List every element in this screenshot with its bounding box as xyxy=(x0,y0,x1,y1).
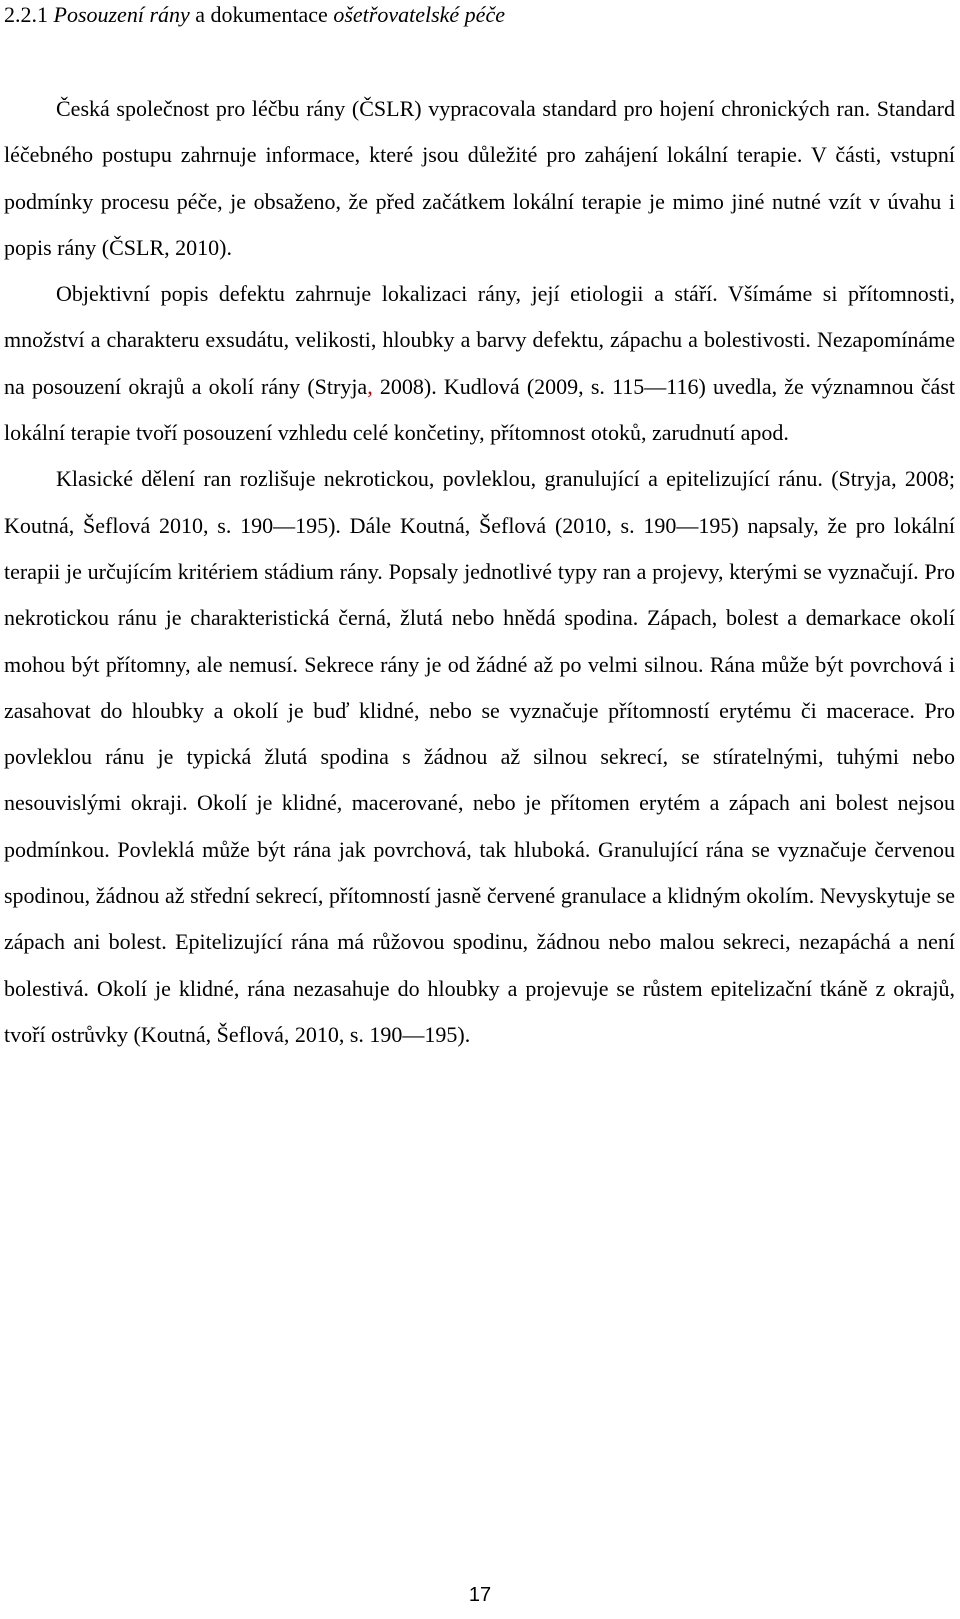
heading-part-plain: a dokumentace xyxy=(189,2,334,27)
section-number: 2.2.1 xyxy=(4,2,48,27)
paragraph-3: Klasické dělení ran rozlišuje nekrotickou, povleklou, granulující a epitelizující ránu. (Stryja, 2008; Koutná, Šeflová 2010, s. 190—195). Dále Koutná, Šeflová (2010, s. 190—195) napsaly, že pro lokální terapii je určujícím kritériem stádium rány. Popsaly jednotlivé typy ran a projevy, kterými se vyznačují. Pro nekrotickou ránu je charakteristická černá, žlutá nebo hnědá spodina. Zápach, bolest a demarkace okolí mohou být přítomny, ale nemusí. Sekrece rány je od žádné až po velmi silnou. Rána může být povrchová i zasahovat do hloubky a okolí je buď klidné, nebo se vyznačuje přítomností erytému či macerace. Pro povleklou ránu je typická žlutá spodina s žádnou až silnou sekrecí, se stíratelnými, tuhými nebo nesouvislými okraji. Okolí je klidné, macerované, nebo je přítomen erytém a zápach ani bolest nejsou podmínkou. Povleklá může být rána jak povrchová, tak hluboká. Granulující rána se vyznačuje červenou spodinou, žádnou až střední sekrecí, přítomností jasně červené granulace a klidným okolím. Nevyskytuje se zápach ani bolest. Epitelizující rána má růžovou spodinu, žádnou nebo malou sekreci, nezapáchá a není bolestivá. Okolí je klidné, rána nezasahuje do hloubky a projevuje se růstem epitelizační tkáně z okrajů, tvoří ostrůvky (Koutná, Šeflová, 2010, s. 190—195). xyxy=(4,466,955,1047)
paragraph-2-red-comma: , xyxy=(367,373,373,399)
section-heading xyxy=(4,0,505,30)
page-number: 17 xyxy=(468,1584,492,1606)
heading-part-italic-1: Posouzení rány xyxy=(53,2,190,27)
paragraph-2-text-a: Objektivní popis defektu zahrnuje lokalizaci rány, její etiologii a stáří. Všímáme si přítomnosti, množství a charakteru exsudátu, velikosti, hloubky a barvy defektu, zápachu a bolestivosti. Nezapomínáme na posouzení okrajů a okolí rány (Stryja xyxy=(4,281,955,399)
heading-part-italic-2: ošetřovatelské péče xyxy=(333,2,505,27)
paragraph-2-text-b: 2008). Kudlová (2009, s. 115—116) uvedla, že významnou část lokální terapie tvoří posouzení vzhledu celé končetiny, přítomnost otoků, zarudnutí apod. xyxy=(4,373,955,446)
body-text xyxy=(4,86,955,1058)
paragraph-1: Česká společnost pro léčbu rány (ČSLR) vypracovala standard pro hojení chronických ran. Standard léčebného postupu zahrnuje informace, které jsou důležité pro zahájení lokální terapie. V části, vstupní podmínky procesu péče, je obsaženo, že před začátkem lokální terapie je mimo jiné nutné vzít v úvahu i popis rány (ČSLR, 2010). xyxy=(4,96,955,260)
paragraph-2 xyxy=(4,271,955,456)
